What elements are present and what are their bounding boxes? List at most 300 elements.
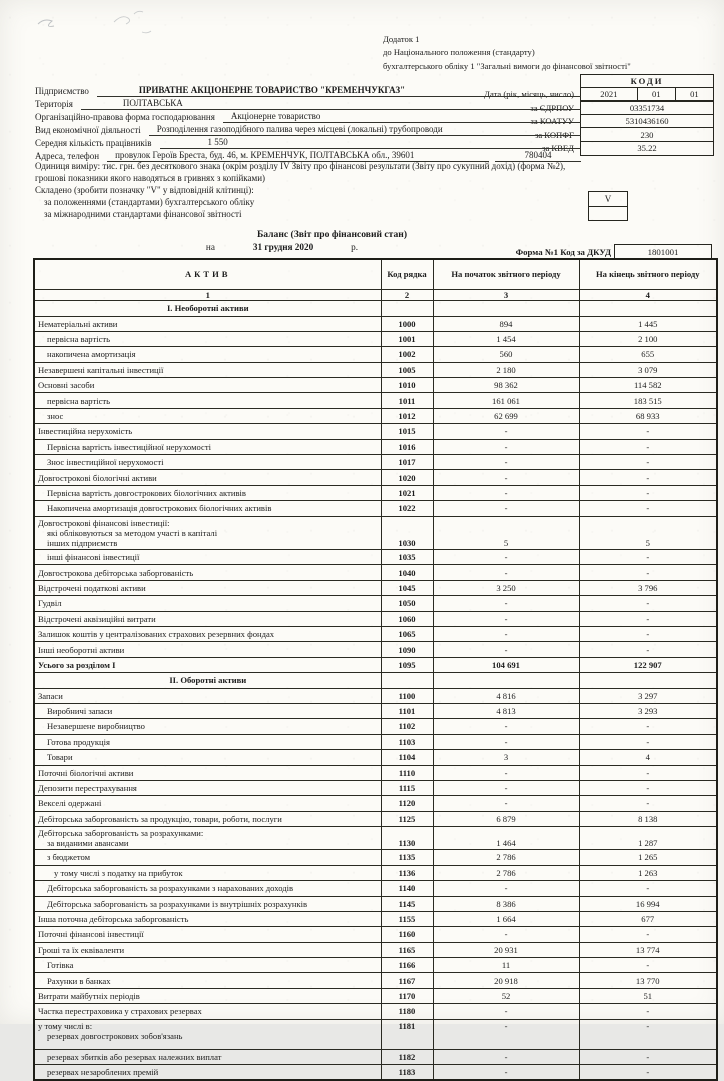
value-start: - <box>433 1065 579 1081</box>
form-code-label: Форма №1 Код за ДКУД <box>515 246 611 257</box>
column-number-cell: 4 <box>579 290 717 301</box>
row-label-text: резервах збитків або резервах належних виплат <box>47 1051 222 1062</box>
row-label <box>34 657 381 672</box>
info-row <box>35 136 581 149</box>
table-header-cell: Код рядка <box>381 259 433 290</box>
row-code: 1167 <box>381 973 433 988</box>
value-end: 1 265 <box>579 850 717 865</box>
row-code: 1030 <box>381 516 433 549</box>
row-label-line: у тому числі в: <box>38 1020 93 1031</box>
date-cells <box>580 87 714 102</box>
row-label <box>34 316 381 331</box>
date-label: Дата (рік, місяць, число) <box>484 89 574 100</box>
row-label: І. Необоротні активи <box>34 301 381 316</box>
row-code: 1180 <box>381 1004 433 1019</box>
row-code: 1182 <box>381 1049 433 1064</box>
row-label <box>34 703 381 718</box>
row-label <box>34 501 381 516</box>
table-row <box>34 688 717 703</box>
value-start: - <box>433 439 579 454</box>
info-phone: 780404 <box>495 150 581 162</box>
code-value: 03351734 <box>580 101 714 115</box>
row-label <box>34 927 381 942</box>
value-start: 1 454 <box>433 331 579 346</box>
value-end: 1 263 <box>579 865 717 880</box>
value-end: - <box>579 734 717 749</box>
value-start: - <box>433 734 579 749</box>
info-label: Вид економічної діяльності <box>35 125 141 135</box>
row-code: 1145 <box>381 896 433 911</box>
table-row <box>34 565 717 580</box>
value-end: - <box>579 958 717 973</box>
value-start: 560 <box>433 347 579 362</box>
report-date-line <box>0 242 564 252</box>
info-row <box>35 123 581 136</box>
row-label-line: за виданими авансами <box>47 838 129 849</box>
value-start: - <box>433 927 579 942</box>
row-label-text: Векселі одержані <box>38 798 102 809</box>
appendix-line: Додаток 1 <box>383 34 420 44</box>
row-label-text: накопичена амортизація <box>47 349 136 360</box>
table-row <box>34 942 717 957</box>
row-label <box>34 688 381 703</box>
table-row <box>34 378 717 393</box>
row-label <box>34 596 381 611</box>
value-start: - <box>433 501 579 516</box>
row-label <box>34 850 381 865</box>
row-code: 1130 <box>381 827 433 850</box>
row-label <box>34 626 381 641</box>
row-label <box>34 958 381 973</box>
value-start: - <box>433 485 579 500</box>
row-code: 1183 <box>381 1065 433 1081</box>
table-row <box>34 750 717 765</box>
row-label-text: Дебіторська заборгованість за розрахунками із внутрішніх розрахунків <box>47 898 308 909</box>
value-end: 13 770 <box>579 973 717 988</box>
row-label-text: Незавершене виробництво <box>47 721 145 732</box>
standards-checkbox <box>588 191 628 221</box>
row-label-text: Довгострокова дебіторська заборгованість <box>38 567 194 578</box>
value-start: 8 386 <box>433 896 579 911</box>
table-row <box>34 703 717 718</box>
value-end: - <box>579 642 717 657</box>
codes-box-title: КОДИ <box>580 74 714 88</box>
value-end: - <box>579 470 717 485</box>
value-start: - <box>433 642 579 657</box>
value-start: 2 786 <box>433 865 579 880</box>
row-code: 1017 <box>381 455 433 470</box>
value-start: - <box>433 780 579 795</box>
unit-note: Одиниця виміру: тис. грн. без десяткового знака (окрім розділу IV Звіту про фінансові результати (Звіту про сукупний дохід) (форма №2), грошові показники якого наводяться в гривнях з копійками) <box>35 161 566 183</box>
info-value: Розподілення газоподібного палива через місцеві (локальні) трубопроводи <box>149 124 581 136</box>
value-start <box>433 301 579 316</box>
value-start: 1 464 <box>433 827 579 850</box>
table-row <box>34 331 717 346</box>
form-code-line <box>516 244 712 259</box>
compiled-options <box>35 197 591 221</box>
info-value: провулок Героїв Бреста, буд. 46, м. КРЕМЕНЧУК, ПОЛТАВСЬКА обл., 39601 <box>107 150 489 162</box>
table-row <box>34 734 717 749</box>
value-end: - <box>579 626 717 641</box>
code-label: за КОПФГ <box>534 129 574 140</box>
table-row <box>34 362 717 377</box>
row-label <box>34 550 381 565</box>
row-label-line: Дебіторська заборгованість за розрахунками: <box>38 828 204 839</box>
value-end: - <box>579 439 717 454</box>
row-label <box>34 516 381 549</box>
form-code-box: 1801001 <box>614 244 712 259</box>
row-label-text: Готова продукція <box>47 736 110 747</box>
row-label-text: з бюджетом <box>47 852 91 863</box>
value-end: - <box>579 565 717 580</box>
row-label-text: Інші необоротні активи <box>38 644 125 655</box>
row-code: 1181 <box>381 1019 433 1049</box>
value-end: 114 582 <box>579 378 717 393</box>
row-label <box>34 796 381 811</box>
table-row <box>34 896 717 911</box>
table-row <box>34 1049 717 1064</box>
row-code: 1115 <box>381 780 433 795</box>
row-code: 1015 <box>381 424 433 439</box>
row-code: 1170 <box>381 988 433 1003</box>
value-start: 20 918 <box>433 973 579 988</box>
row-label-text: Усього за розділом I <box>38 659 116 670</box>
row-label <box>34 455 381 470</box>
row-label <box>34 408 381 423</box>
value-end: 3 297 <box>579 688 717 703</box>
row-label <box>34 642 381 657</box>
row-code: 1040 <box>381 565 433 580</box>
value-end: - <box>579 780 717 795</box>
value-end: 8 138 <box>579 811 717 826</box>
value-start: 2 180 <box>433 362 579 377</box>
value-start: - <box>433 796 579 811</box>
value-start: - <box>433 611 579 626</box>
info-label: Підприємство <box>35 86 89 96</box>
table-row <box>34 1019 717 1049</box>
row-code: 1000 <box>381 316 433 331</box>
row-label-text: Основні засоби <box>38 380 95 391</box>
row-label <box>34 911 381 926</box>
row-label-text: Незавершені капітальні інвестиції <box>38 364 164 375</box>
table-row <box>34 780 717 795</box>
report-date: 31 грудня 2020 <box>252 242 314 252</box>
value-end: 3 079 <box>579 362 717 377</box>
info-label: Середня кількість працівників <box>35 138 152 148</box>
info-label: Адреса, телефон <box>35 151 100 161</box>
value-start: 6 879 <box>433 811 579 826</box>
row-label-text: Накопичена амортизація довгострокових біологічних активів <box>47 503 272 514</box>
row-label <box>34 1019 381 1049</box>
value-end: - <box>579 424 717 439</box>
value-start: - <box>433 1004 579 1019</box>
value-start: 52 <box>433 988 579 1003</box>
table-row <box>34 796 717 811</box>
table-row <box>34 958 717 973</box>
value-start <box>433 673 579 688</box>
info-row <box>35 97 581 110</box>
row-label-text: Гудвіл <box>38 598 62 609</box>
date-cell: 01 <box>637 88 675 101</box>
row-label-text: Депозити перестрахування <box>38 783 137 794</box>
value-end: - <box>579 596 717 611</box>
code-value: 35.22 <box>580 141 714 156</box>
row-label-text: Запаси <box>38 690 63 701</box>
table-row <box>34 865 717 880</box>
row-code: 1165 <box>381 942 433 957</box>
appendix-line: бухгалтерського обліку 1 "Загальні вимоги до фінансової звітності" <box>383 60 631 71</box>
code-label: за ЄДРПОУ <box>530 102 574 113</box>
row-label-text: Нематеріальні активи <box>38 318 118 329</box>
row-label-text: Виробничі запаси <box>47 706 113 717</box>
row-code: 1103 <box>381 734 433 749</box>
checkbox-cell: V <box>604 193 612 204</box>
value-end: 1 287 <box>579 827 717 850</box>
code-label: за КОАТУУ <box>530 116 574 127</box>
table-header-row <box>34 259 717 290</box>
table-row <box>34 911 717 926</box>
column-number-row <box>34 290 717 301</box>
row-code: 1136 <box>381 865 433 880</box>
value-start: - <box>433 424 579 439</box>
info-value: ПРИВАТНЕ АКЦІОНЕРНЕ ТОВАРИСТВО "КРЕМЕНЧУКГАЗ" <box>97 85 581 97</box>
row-code: 1020 <box>381 470 433 485</box>
row-code: 1125 <box>381 811 433 826</box>
row-label <box>34 881 381 896</box>
value-start: - <box>433 1019 579 1049</box>
row-code: 1095 <box>381 657 433 672</box>
row-label-text: первісна вартість <box>47 395 111 406</box>
table-row <box>34 596 717 611</box>
table-row <box>34 827 717 850</box>
info-row <box>35 84 581 97</box>
table-row <box>34 470 717 485</box>
value-end: - <box>579 1049 717 1064</box>
row-code: 1140 <box>381 881 433 896</box>
info-label: Організаційно-правова форма господарювання <box>35 112 215 122</box>
value-end: - <box>579 455 717 470</box>
table-row <box>34 765 717 780</box>
code-label: за КВЕД <box>542 143 574 154</box>
value-start: - <box>433 596 579 611</box>
table-row <box>34 439 717 454</box>
row-code <box>381 301 433 316</box>
row-code: 1022 <box>381 501 433 516</box>
row-label-text: Товари <box>47 752 73 763</box>
value-end: 4 <box>579 750 717 765</box>
row-label <box>34 811 381 826</box>
table-row <box>34 1065 717 1081</box>
value-start: - <box>433 626 579 641</box>
row-code: 1110 <box>381 765 433 780</box>
value-start: 62 699 <box>433 408 579 423</box>
table-row <box>34 1004 717 1019</box>
table-row <box>34 988 717 1003</box>
table-row <box>34 408 717 423</box>
row-label-text: первісна вартість <box>47 334 111 345</box>
row-label <box>34 439 381 454</box>
table-row <box>34 424 717 439</box>
row-label <box>34 393 381 408</box>
row-label-text: знос <box>47 411 64 421</box>
row-label <box>34 424 381 439</box>
info-value: ПОЛТАВСЬКА <box>81 98 581 110</box>
date-cell: 01 <box>675 88 713 101</box>
table-row <box>34 881 717 896</box>
table-row <box>34 393 717 408</box>
info-value: 1 550 <box>160 137 581 149</box>
value-end: - <box>579 719 717 734</box>
value-end <box>579 301 717 316</box>
row-label <box>34 734 381 749</box>
column-number-cell: 2 <box>381 290 433 301</box>
row-label <box>34 485 381 500</box>
table-row <box>34 501 717 516</box>
value-end: 13 774 <box>579 942 717 957</box>
row-label <box>34 580 381 595</box>
row-label-text: Залишок коштів у централізованих страхових резервних фондах <box>38 629 275 640</box>
value-start: 1 664 <box>433 911 579 926</box>
row-code: 1100 <box>381 688 433 703</box>
row-label-text: Інша поточна дебіторська заборгованість <box>38 914 189 925</box>
row-label <box>34 611 381 626</box>
table-header-cell: На початок звітного періоду <box>433 259 579 290</box>
row-label <box>34 1065 381 1081</box>
value-start: 4 813 <box>433 703 579 718</box>
row-label-line: резервах довгострокових зобов'язань <box>47 1030 183 1041</box>
value-start: 4 816 <box>433 688 579 703</box>
pen-scribble-icon <box>30 6 210 54</box>
row-label-text: Довгострокові біологічні активи <box>38 472 157 483</box>
value-end: 677 <box>579 911 717 926</box>
row-label <box>34 1004 381 1019</box>
value-end: 3 796 <box>579 580 717 595</box>
value-end: - <box>579 796 717 811</box>
row-label-text: Частка перестраховика у страхових резервах <box>38 1006 202 1017</box>
row-label-text: Готівка <box>47 960 74 971</box>
row-label-text: Відстрочені податкові активи <box>38 582 146 593</box>
row-code: 1166 <box>381 958 433 973</box>
table-row <box>34 316 717 331</box>
table-header-cell: На кінець звітного періоду <box>579 259 717 290</box>
row-label-line: інших підприємств <box>47 537 118 548</box>
row-label <box>34 942 381 957</box>
row-label-text: Поточні біологічні активи <box>38 767 134 778</box>
value-end: - <box>579 611 717 626</box>
compiled-intro: Складено (зробити позначку "V" у відповідній клітинці): <box>35 184 254 195</box>
info-row <box>35 110 581 123</box>
row-label-text: Відстрочені аквізиційні витрати <box>38 613 156 624</box>
table-row <box>34 657 717 672</box>
value-end <box>579 673 717 688</box>
value-end: 2 100 <box>579 331 717 346</box>
row-code: 1101 <box>381 703 433 718</box>
row-label-text: Рахунки в банках <box>47 975 111 986</box>
notes-block <box>35 161 591 220</box>
row-label-text: у тому числі з податку на прибуток <box>54 867 183 878</box>
value-start: 11 <box>433 958 579 973</box>
row-label <box>34 988 381 1003</box>
row-code: 1060 <box>381 611 433 626</box>
compiled-option: за положеннями (стандартами) бухгалтерського обліку <box>44 196 255 207</box>
value-start: 5 <box>433 516 579 549</box>
value-end: 16 994 <box>579 896 717 911</box>
table-row <box>34 719 717 734</box>
table-row <box>34 811 717 826</box>
row-label <box>34 750 381 765</box>
value-start: - <box>433 455 579 470</box>
code-value: 230 <box>580 127 714 142</box>
value-start: - <box>433 719 579 734</box>
row-code: 1120 <box>381 796 433 811</box>
row-label <box>34 362 381 377</box>
section-header-row <box>34 301 717 316</box>
value-start: 894 <box>433 316 579 331</box>
value-start: 20 931 <box>433 942 579 957</box>
value-start: 104 691 <box>433 657 579 672</box>
row-label <box>34 896 381 911</box>
value-end: - <box>579 550 717 565</box>
report-title: Баланс (Звіт про фінансовий стан) <box>256 229 408 240</box>
table-row <box>34 850 717 865</box>
row-code: 1010 <box>381 378 433 393</box>
row-label <box>34 719 381 734</box>
value-start: - <box>433 765 579 780</box>
row-label-text: Поточні фінансові інвестиції <box>38 929 144 940</box>
row-code: 1104 <box>381 750 433 765</box>
compiled-option: за міжнародними стандартами фінансової звітності <box>44 208 242 219</box>
row-label-text: Первісна вартість інвестиційної нерухомості <box>47 441 211 452</box>
row-label-text: Знос інвестиційної нерухомості <box>47 457 164 468</box>
value-end: 1 445 <box>579 316 717 331</box>
value-start: - <box>433 881 579 896</box>
table-row <box>34 927 717 942</box>
value-start: 3 <box>433 750 579 765</box>
checkbox-cell <box>589 206 627 221</box>
value-start: - <box>433 1049 579 1064</box>
appendix-note <box>383 33 631 73</box>
value-end: 51 <box>579 988 717 1003</box>
row-label-text: Витрати майбутніх періодів <box>38 990 140 1001</box>
value-start: 2 786 <box>433 850 579 865</box>
row-code: 1065 <box>381 626 433 641</box>
column-number-cell: 3 <box>433 290 579 301</box>
value-start: 161 061 <box>433 393 579 408</box>
table-row <box>34 550 717 565</box>
row-label-text: Первісна вартість довгострокових біологічних активів <box>47 487 246 498</box>
info-value: Акціонерне товариство <box>223 111 581 123</box>
row-label <box>34 470 381 485</box>
row-label-text: Дебіторська заборгованість за розрахунками з нарахованих доходів <box>47 883 294 894</box>
info-label: Територія <box>35 99 73 109</box>
section-header-row <box>34 673 717 688</box>
table-body <box>34 301 717 1081</box>
value-start: - <box>433 565 579 580</box>
value-start: - <box>433 470 579 485</box>
table-row <box>34 626 717 641</box>
value-start: 98 362 <box>433 378 579 393</box>
value-end: - <box>579 1065 717 1081</box>
value-end: - <box>579 881 717 896</box>
row-code: 1012 <box>381 408 433 423</box>
date-suffix: р. <box>351 242 359 252</box>
value-end: - <box>579 485 717 500</box>
row-label <box>34 331 381 346</box>
row-code: 1002 <box>381 347 433 362</box>
table-header-cell: АКТИВ <box>34 259 381 290</box>
row-label <box>34 347 381 362</box>
value-start: 3 250 <box>433 580 579 595</box>
